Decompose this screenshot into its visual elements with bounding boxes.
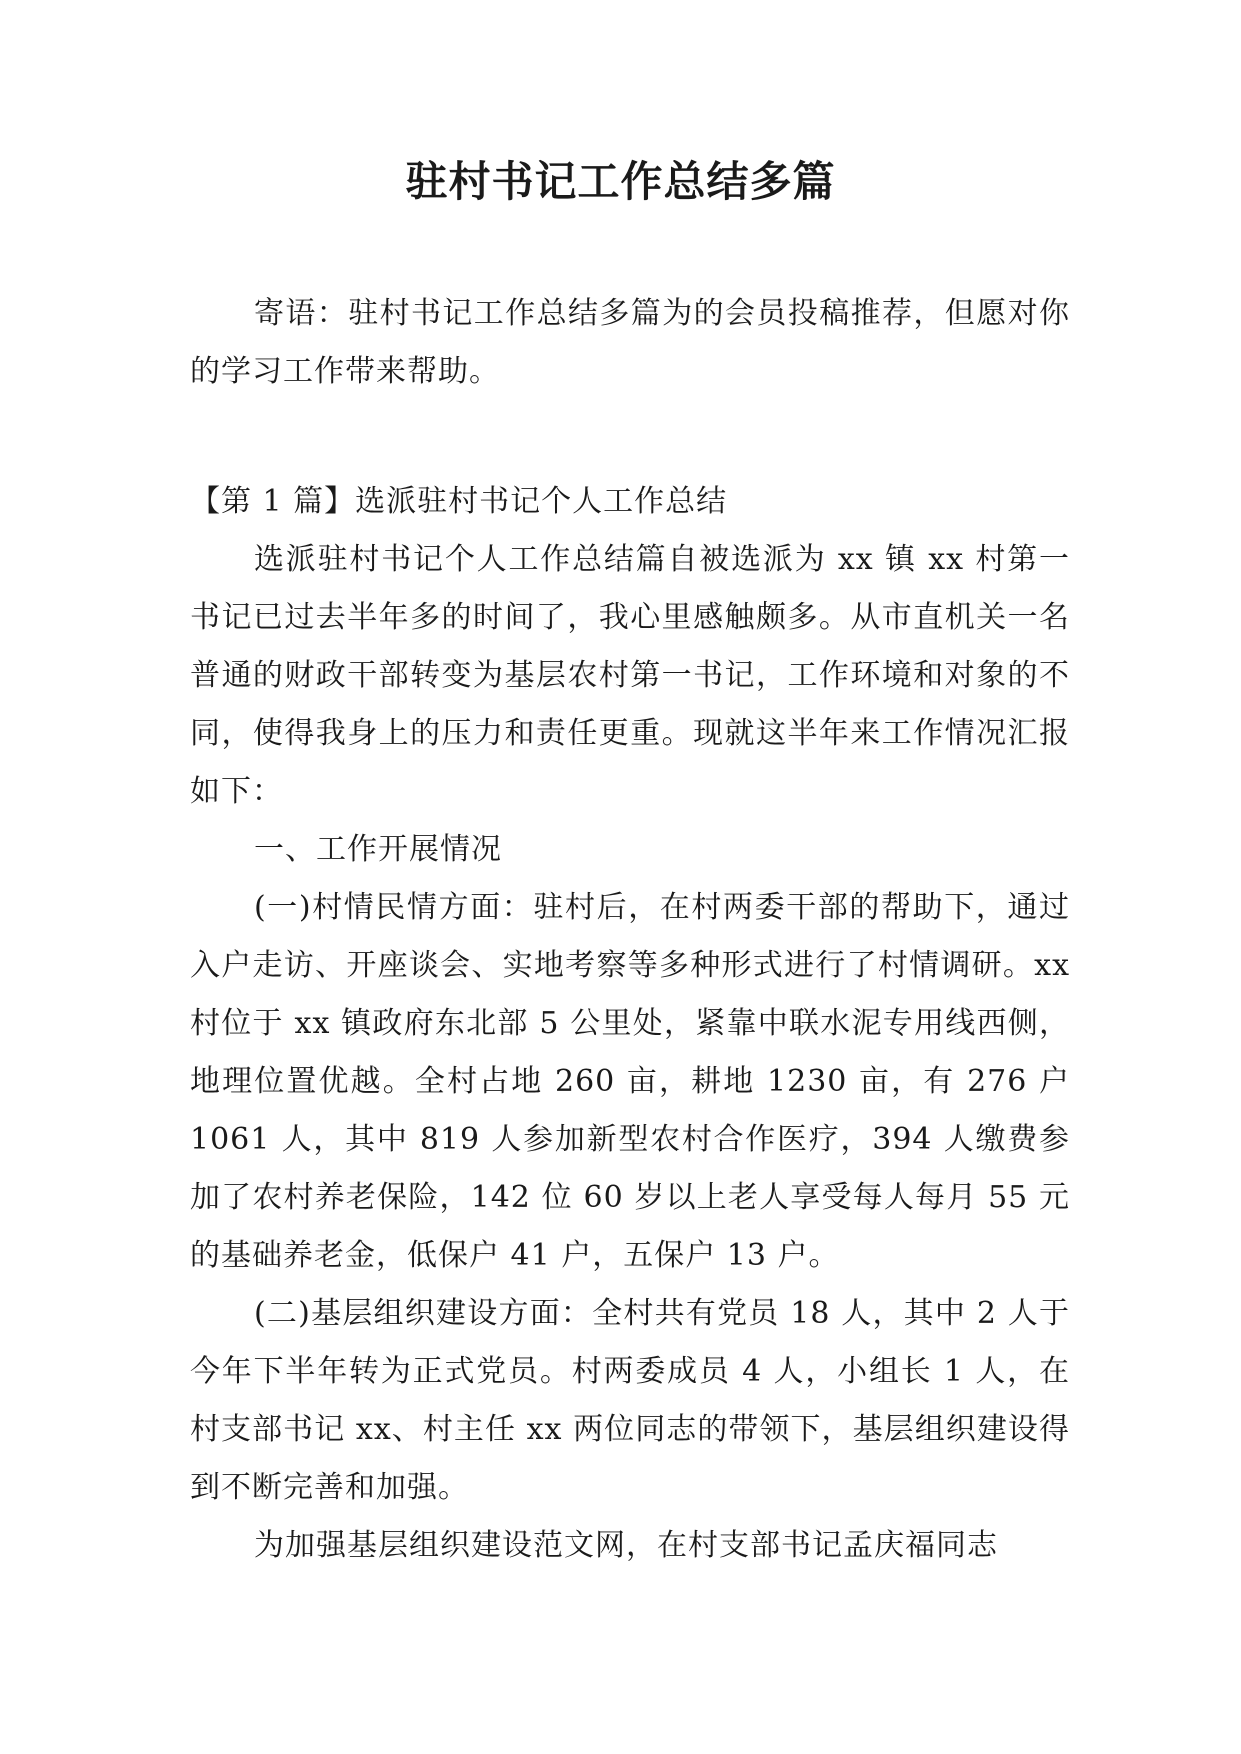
document-title: 驻村书记工作总结多篇: [405, 157, 836, 206]
body-heading-work-status: 一、工作开展情况: [254, 832, 502, 867]
body-paragraph-organization: (二)基层组织建设方面：全村共有党员 18 人，其中 2 人于今年下半年转为正式党员。村两委成员 4 人，小组长 1 人，在村支部书记 xx、村主任 xx 两位同志的带领下，基层组织建设得到不断完善和加强。: [190, 1296, 1070, 1505]
intro-paragraph: 寄语：驻村书记工作总结多篇为的会员投稿推荐，但愿对你的学习工作带来帮助。: [190, 296, 1070, 389]
document-body: [190, 285, 1070, 1575]
section-heading: 【第 1 篇】选派驻村书记个人工作总结: [190, 484, 728, 519]
body-paragraph-village-info: (一)村情民情方面：驻村后，在村两委干部的帮助下，通过入户走访、开座谈会、实地考察等多种形式进行了村情调研。xx 村位于 xx 镇政府东北部 5 公里处，紧靠中联水泥专用线西侧，地理位置优越。全村占地 260 亩，耕地 1230 亩，有 276 户 1061 人，其中 819 人参加新型农村合作医疗，394 人缴费参加了农村养老保险，142 位 60 岁以上老人享受每人每月 55 元的基础养老金，低保户 41 户，五保户 13 户。: [190, 890, 1070, 1273]
body-paragraph-continued: 为加强基层组织建设范文网，在村支部书记孟庆福同志: [254, 1528, 998, 1563]
body-paragraph-1: 选派驻村书记个人工作总结篇自被选派为 xx 镇 xx 村第一书记已过去半年多的时间了，我心里感触颇多。从市直机关一名普通的财政干部转变为基层农村第一书记，工作环境和对象的不同，使得我身上的压力和责任更重。现就这半年来工作情况汇报如下：: [190, 542, 1070, 809]
